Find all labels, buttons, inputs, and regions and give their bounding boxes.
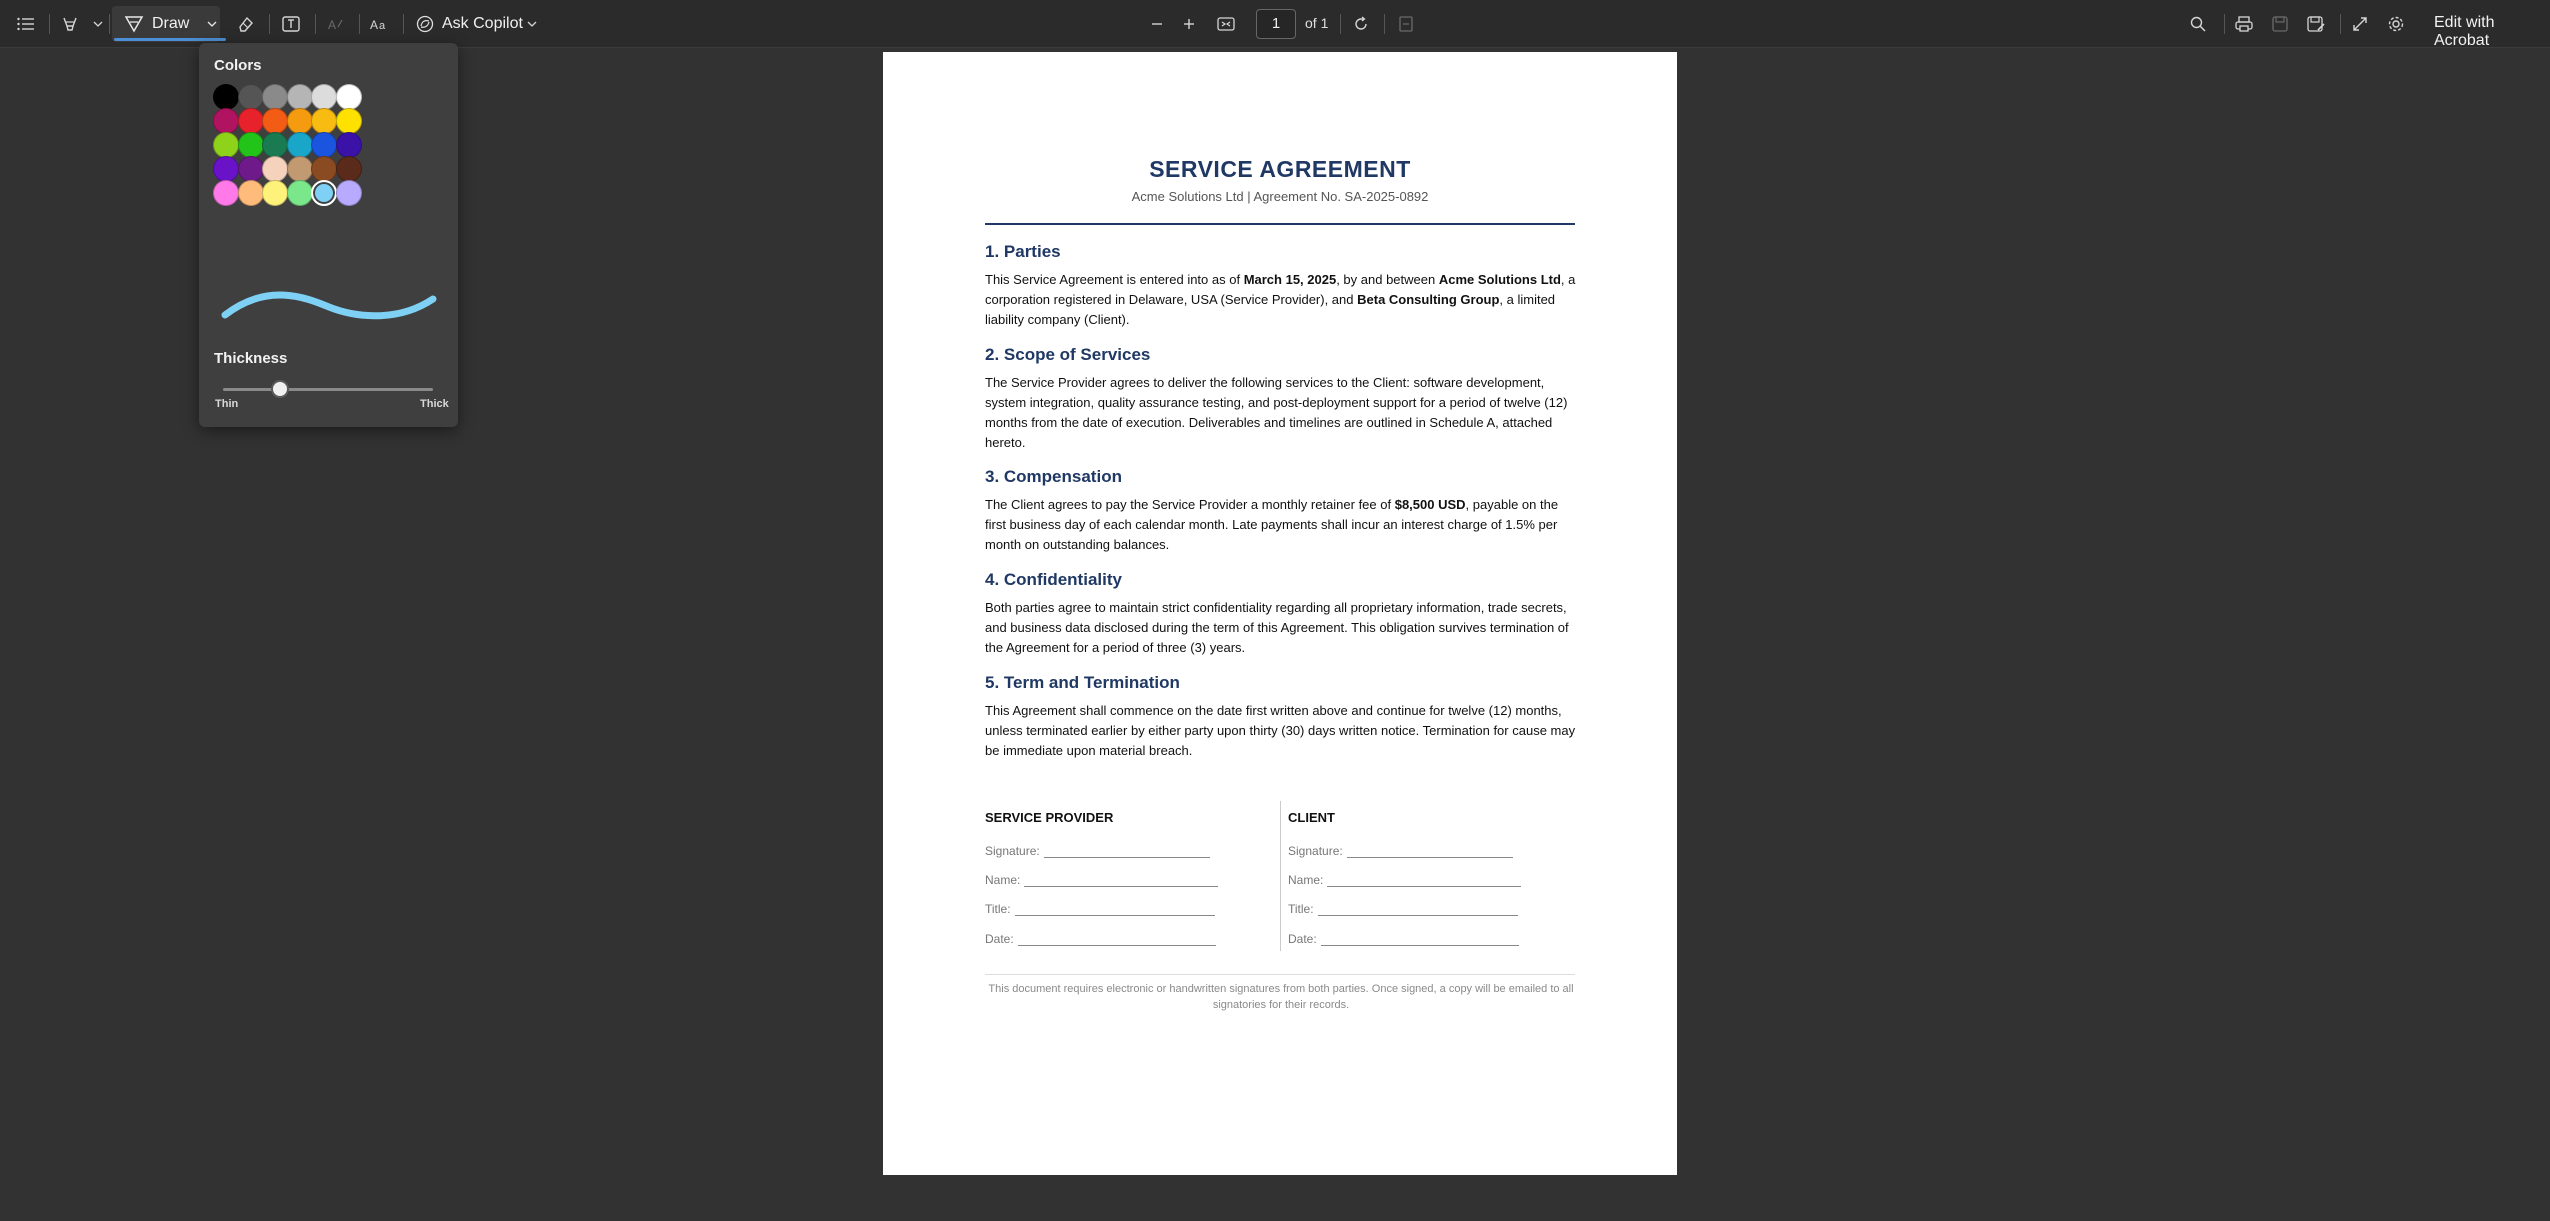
thickness-heading: Thickness <box>214 350 288 367</box>
color-swatch[interactable] <box>262 84 288 110</box>
section-heading: 3. Compensation <box>985 467 1122 486</box>
color-swatch[interactable] <box>213 84 239 110</box>
color-swatch[interactable] <box>287 180 313 206</box>
color-swatch[interactable] <box>213 132 239 158</box>
color-swatch[interactable] <box>336 108 362 134</box>
color-swatch[interactable] <box>336 180 362 206</box>
draw-options-panel <box>199 43 458 427</box>
rotate-icon[interactable] <box>1347 8 1375 40</box>
toolbar-divider <box>315 14 316 34</box>
provider-name-field[interactable] <box>985 873 1218 887</box>
draw-label: Draw <box>152 15 190 32</box>
toolbar-divider <box>269 14 270 34</box>
highlighter-icon[interactable] <box>56 8 84 40</box>
section-text: This Service Agreement is entered into as of March 15, 2025, by and between Acme Solutions Ltd, a corporation registered in Delaware, USA (Service Provider), and Beta Consulting Group, a limited liability company (Client). <box>985 272 1576 327</box>
colors-heading: Colors <box>214 57 262 74</box>
signature-label: Signature: <box>1288 844 1343 858</box>
color-swatch[interactable] <box>311 132 337 158</box>
color-swatch[interactable] <box>262 108 288 134</box>
color-swatch[interactable] <box>213 180 239 206</box>
provider-signature-heading: SERVICE PROVIDER <box>985 810 1114 825</box>
ask-copilot-button[interactable] <box>416 0 523 48</box>
color-swatch[interactable] <box>238 84 264 110</box>
title-label: Title: <box>985 902 1011 916</box>
page-number-input[interactable]: 1 <box>1256 9 1296 39</box>
save-as-icon[interactable] <box>2302 8 2330 40</box>
highlighter-options-chevron-icon[interactable] <box>86 8 110 40</box>
contents-list-icon[interactable] <box>12 8 40 40</box>
settings-gear-icon[interactable] <box>2382 8 2410 40</box>
svg-text:A: A <box>328 18 337 32</box>
svg-text:a: a <box>379 20 386 32</box>
save-icon <box>2266 8 2294 40</box>
color-swatch[interactable] <box>311 108 337 134</box>
title-divider <box>985 223 1575 225</box>
thickness-slider-track[interactable] <box>223 388 433 391</box>
section-text: The Service Provider agrees to deliver the following services to the Client: software development, system integration, quality assurance testing, and post-deployment support for a period of twelve (12) months from the date of execution. Deliverables and timelines are outlined in Schedule A, attached hereto. <box>985 375 1568 450</box>
color-swatch[interactable] <box>311 180 337 206</box>
print-icon[interactable] <box>2230 8 2258 40</box>
color-swatch[interactable] <box>311 156 337 182</box>
section-heading: 1. Parties <box>985 242 1061 261</box>
toolbar-divider <box>1384 14 1385 34</box>
color-swatch[interactable] <box>213 108 239 134</box>
client-date-field[interactable] <box>1288 932 1519 946</box>
color-swatch[interactable] <box>213 156 239 182</box>
client-title-field[interactable] <box>1288 902 1518 916</box>
color-swatch[interactable] <box>311 84 337 110</box>
name-label: Name: <box>1288 873 1324 887</box>
toolbar-divider <box>2224 14 2225 34</box>
toolbar-divider <box>359 14 360 34</box>
draw-active-indicator <box>114 38 226 41</box>
section-text: This Agreement shall commence on the date first written above and continue for twelve (12) months, unless terminated earlier by either party upon thirty (30) days written notice. Termination for cause may be immediate upon material breach. <box>985 703 1576 758</box>
client-signature-heading: CLIENT <box>1288 810 1335 825</box>
ask-copilot-label: Ask Copilot <box>442 15 523 32</box>
full-screen-icon[interactable] <box>2346 8 2374 40</box>
toolbar-divider <box>49 14 50 34</box>
stroke-preview <box>219 285 439 325</box>
client-signature-field[interactable] <box>1288 844 1513 858</box>
color-swatch[interactable] <box>262 180 288 206</box>
text-box-icon[interactable] <box>277 8 305 40</box>
toolbar-divider <box>2340 14 2341 34</box>
color-swatch[interactable] <box>238 108 264 134</box>
color-swatch[interactable] <box>287 84 313 110</box>
document-subtitle: Acme Solutions Ltd | Agreement No. SA-2025-0892 <box>1131 189 1429 204</box>
text-format-icon <box>322 8 350 40</box>
footer-divider <box>985 974 1575 975</box>
document-title: SERVICE AGREEMENT <box>1149 156 1411 182</box>
signature-divider <box>1280 801 1281 951</box>
section-heading: 5. Term and Termination <box>985 673 1180 692</box>
color-swatch[interactable] <box>238 180 264 206</box>
top-toolbar <box>0 0 2550 48</box>
color-swatch[interactable] <box>287 132 313 158</box>
draw-options-chevron-icon[interactable] <box>200 8 224 40</box>
edit-with-acrobat-button[interactable]: Edit with Acrobat <box>2434 14 2495 49</box>
search-icon[interactable] <box>2184 8 2212 40</box>
page-count-label: of 1 <box>1305 15 1329 31</box>
zoom-out-icon[interactable] <box>1144 8 1170 40</box>
name-label: Name: <box>985 873 1021 887</box>
title-label: Title: <box>1288 902 1314 916</box>
provider-signature-field[interactable] <box>985 844 1210 858</box>
section-heading: 2. Scope of Services <box>985 345 1151 364</box>
copilot-options-chevron-icon[interactable] <box>520 8 544 40</box>
fit-page-icon[interactable] <box>1212 8 1240 40</box>
signature-label: Signature: <box>985 844 1040 858</box>
client-name-field[interactable] <box>1288 873 1521 887</box>
page-view-icon <box>1392 8 1420 40</box>
date-label: Date: <box>985 932 1014 946</box>
draw-pen-icon <box>124 15 144 33</box>
color-swatch[interactable] <box>262 156 288 182</box>
thin-label: Thin <box>215 398 239 410</box>
section-text: The Client agrees to pay the Service Provider a monthly retainer fee of $8,500 USD, payable on the first business day of each calendar month. Late payments shall incur an interest charge of 1.5% per month on outstanding balances. <box>985 497 1559 552</box>
thick-label: Thick <box>420 398 449 410</box>
provider-date-field[interactable] <box>985 932 1216 946</box>
color-swatch[interactable] <box>336 84 362 110</box>
color-swatch[interactable] <box>262 132 288 158</box>
read-aloud-icon[interactable] <box>366 8 394 40</box>
color-swatch[interactable] <box>287 156 313 182</box>
document-page <box>883 52 1677 1175</box>
color-swatch[interactable] <box>336 156 362 182</box>
toolbar-divider <box>109 14 110 34</box>
color-swatch[interactable] <box>238 132 264 158</box>
toolbar-divider <box>403 14 404 34</box>
provider-title-field[interactable] <box>985 902 1215 916</box>
svg-text:A: A <box>370 18 379 32</box>
copilot-icon <box>416 15 434 33</box>
section-text: Both parties agree to maintain strict confidentiality regarding all proprietary information, trade secrets, and business data disclosed during the term of this Agreement. This obligation survives termination of the Agreement for a period of three (3) years. <box>985 600 1569 655</box>
zoom-in-icon[interactable] <box>1176 8 1202 40</box>
section-heading: 4. Confidentiality <box>985 570 1122 589</box>
eraser-icon[interactable] <box>231 8 259 40</box>
color-swatch[interactable] <box>238 156 264 182</box>
thickness-slider-thumb[interactable] <box>271 380 289 398</box>
color-swatch[interactable] <box>336 132 362 158</box>
date-label: Date: <box>1288 932 1317 946</box>
toolbar-divider <box>1340 14 1341 34</box>
color-swatch[interactable] <box>287 108 313 134</box>
footer-note: This document requires electronic or handwritten signatures from both parties. Once signed, a copy will be emailed to all signatories for their records. <box>988 983 1574 1011</box>
